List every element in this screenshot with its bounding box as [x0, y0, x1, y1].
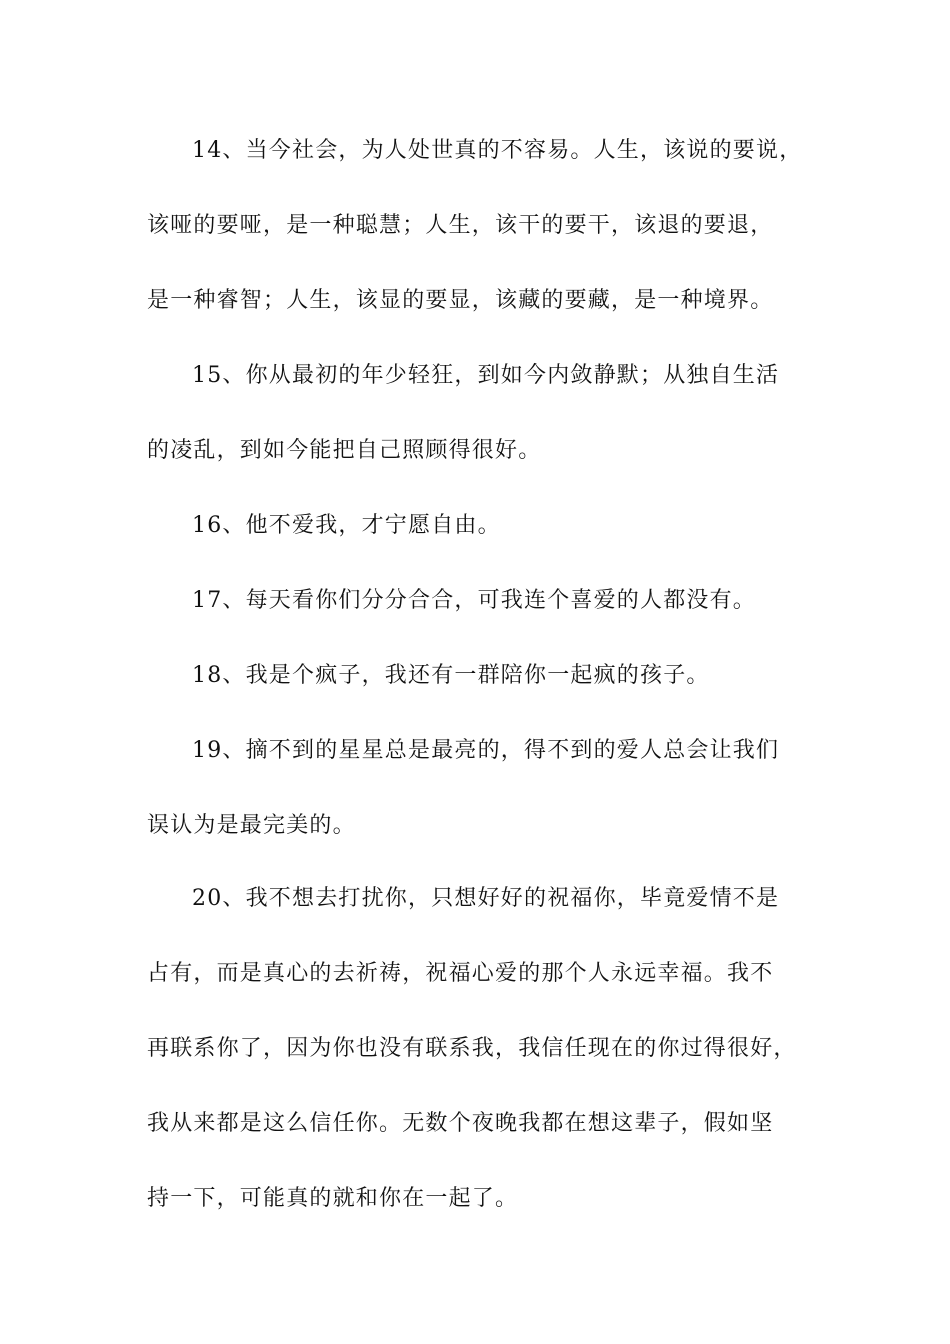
paragraph-line: 的凌乱，到如今能把自己照顾得很好。: [147, 438, 542, 463]
paragraph-line: 14、当今社会，为人处世真的不容易。人生，该说的要说，: [192, 138, 803, 163]
paragraph-line: 持一下，可能真的就和你在一起了。: [147, 1186, 519, 1211]
paragraph-line: 误认为是最完美的。: [147, 813, 356, 838]
paragraph-line: 占有，而是真心的去祈祷，祝福心爱的那个人永远幸福。我不: [147, 961, 774, 986]
paragraph-line: 该哑的要哑，是一种聪慧；人生，该干的要干，该退的要退，: [147, 213, 774, 238]
paragraph-line: 再联系你了，因为你也没有联系我，我信任现在的你过得很好，: [147, 1036, 797, 1061]
paragraph-line: 18、我是个疯子，我还有一群陪你一起疯的孩子。: [192, 663, 710, 688]
paragraph-line: 20、我不想去打扰你，只想好好的祝福你，毕竟爱情不是: [192, 886, 780, 911]
paragraph-line: 我从来都是这么信任你。无数个夜晚我都在想这辈子，假如坚: [147, 1111, 774, 1136]
paragraph-line: 是一种睿智；人生，该显的要显，该藏的要藏，是一种境界。: [147, 288, 774, 313]
paragraph-line: 17、每天看你们分分合合，可我连个喜爱的人都没有。: [192, 588, 756, 613]
paragraph-line: 15、你从最初的年少轻狂，到如今内敛静默；从独自生活: [192, 363, 780, 388]
paragraph-line: 16、他不爱我，才宁愿自由。: [192, 513, 501, 538]
paragraph-line: 19、摘不到的星星总是最亮的，得不到的爱人总会让我们: [192, 738, 780, 763]
